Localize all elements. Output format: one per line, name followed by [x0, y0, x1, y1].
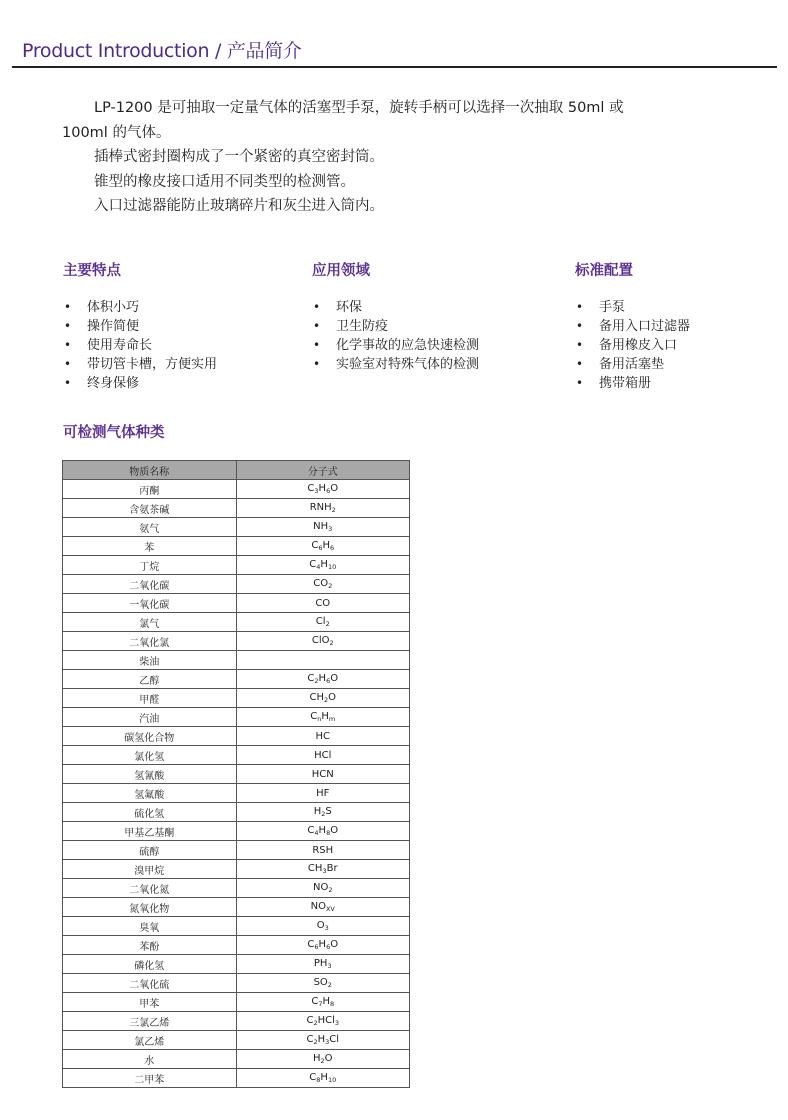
- table-header-row: [63, 461, 410, 480]
- features-list: [64, 298, 217, 393]
- substance-name-cell: 水: [63, 1050, 237, 1069]
- table-row: [63, 727, 410, 746]
- page-title: Product Introduction / 产品简介: [22, 40, 302, 62]
- formula-cell: RSH: [236, 841, 410, 860]
- gas-table: [62, 460, 410, 1088]
- table-row: [63, 632, 410, 651]
- column-header-name: 物质名称: [63, 461, 237, 480]
- formula-cell: $C_7H_8$: [236, 993, 410, 1012]
- table-row: [63, 670, 410, 689]
- table-row: [63, 708, 410, 727]
- formula-cell: HCN: [236, 765, 410, 784]
- table-row: [63, 689, 410, 708]
- substance-name-cell: 柴油: [63, 651, 237, 670]
- formula-cell: HC: [236, 727, 410, 746]
- formula-cell: $H_2S$: [236, 803, 410, 822]
- table-row: [63, 1012, 410, 1031]
- substance-name-cell: 溴甲烷: [63, 860, 237, 879]
- table-row: [63, 822, 410, 841]
- substance-name-cell: 一氧化碳: [63, 594, 237, 613]
- substance-name-cell: 丙酮: [63, 480, 237, 499]
- table-row: [63, 537, 410, 556]
- table-row: [63, 575, 410, 594]
- list-item: • 带切管卡槽，方便实用: [64, 355, 217, 374]
- table-row: [63, 955, 410, 974]
- intro-paragraph: 入口过滤器能防止玻璃碎片和灰尘进入筒内。: [94, 198, 384, 214]
- formula-cell: $NH_3$: [236, 518, 410, 537]
- substance-name-cell: 硫醇: [63, 841, 237, 860]
- table-row: [63, 898, 410, 917]
- table-row: [63, 993, 410, 1012]
- substance-name-cell: 磷化氢: [63, 955, 237, 974]
- table-row: [63, 1031, 410, 1050]
- substance-name-cell: 二甲苯: [63, 1069, 237, 1088]
- substance-name-cell: 二氧化碳: [63, 575, 237, 594]
- table-row: [63, 974, 410, 993]
- intro-paragraph: 100ml 的气体。: [62, 124, 171, 141]
- title-divider: [12, 66, 777, 68]
- table-row: [63, 613, 410, 632]
- substance-name-cell: 硫化氢: [63, 803, 237, 822]
- substance-name-cell: 含氨茶碱: [63, 499, 237, 518]
- formula-cell: $C_2HCl_3$: [236, 1012, 410, 1031]
- substance-name-cell: 二氧化氯: [63, 632, 237, 651]
- substance-name-cell: 二氧化硫: [63, 974, 237, 993]
- table-row: [63, 936, 410, 955]
- formula-cell: $C_4H_8O$: [236, 822, 410, 841]
- list-item: • 体积小巧: [64, 298, 217, 317]
- formula-cell: $NO_2$: [236, 879, 410, 898]
- formula-cell: HCl: [236, 746, 410, 765]
- table-row: [63, 746, 410, 765]
- formula-cell: HF: [236, 784, 410, 803]
- table-row: [63, 651, 410, 670]
- substance-name-cell: 丁烷: [63, 556, 237, 575]
- formula-cell: ClO$_2$: [236, 632, 410, 651]
- table-row: [63, 860, 410, 879]
- substance-name-cell: 氨气: [63, 518, 237, 537]
- table-row: [63, 765, 410, 784]
- applications-list: [313, 298, 479, 374]
- list-item: • 环保: [313, 298, 479, 317]
- gas-types-heading: 可检测气体种类: [63, 425, 165, 441]
- substance-name-cell: 氯化氢: [63, 746, 237, 765]
- list-item: • 化学事故的应急快速检测: [313, 336, 479, 355]
- intro-text: [62, 96, 712, 219]
- substance-name-cell: 氯乙烯: [63, 1031, 237, 1050]
- intro-paragraph: LP-1200 是可抽取一定量气体的活塞型手泵，旋转手柄可以选择一次抽取 50ml 或: [94, 100, 624, 116]
- table-row: [63, 594, 410, 613]
- substance-name-cell: 氢氰酸: [63, 765, 237, 784]
- substance-name-cell: 甲基乙基酮: [63, 822, 237, 841]
- table-row: [63, 879, 410, 898]
- formula-cell: $SO_2$: [236, 974, 410, 993]
- substance-name-cell: 苯酚: [63, 936, 237, 955]
- formula-cell: $Cl_2$: [236, 613, 410, 632]
- list-item: • 卫生防疫: [313, 317, 479, 336]
- table-row: [63, 1050, 410, 1069]
- formula-cell: $C_2H_3Cl$: [236, 1031, 410, 1050]
- table-row: [63, 803, 410, 822]
- list-item: • 实验室对特殊气体的检测: [313, 355, 479, 374]
- list-item: • 备用活塞垫: [576, 355, 690, 374]
- table-row: [63, 841, 410, 860]
- table-row: [63, 518, 410, 537]
- substance-name-cell: 甲苯: [63, 993, 237, 1012]
- table-row: [63, 480, 410, 499]
- standard-config-heading: 标准配置: [575, 263, 633, 279]
- intro-paragraph: 插棒式密封圈构成了一个紧密的真空密封筒。: [94, 149, 384, 165]
- list-item: • 终身保修: [64, 374, 217, 393]
- standard-config-list: [576, 298, 690, 393]
- features-heading: 主要特点: [63, 263, 121, 279]
- formula-cell: $C_3H_6O$: [236, 480, 410, 499]
- table-row: [63, 1069, 410, 1088]
- formula-cell: $CH_2O$: [236, 689, 410, 708]
- list-item: • 携带箱册: [576, 374, 690, 393]
- formula-cell: $C_6H_6$: [236, 537, 410, 556]
- formula-cell: $PH_3$: [236, 955, 410, 974]
- substance-name-cell: 乙醇: [63, 670, 237, 689]
- list-item: • 使用寿命长: [64, 336, 217, 355]
- formula-cell: $RNH_2$: [236, 499, 410, 518]
- formula-cell: $H_2O$: [236, 1050, 410, 1069]
- intro-paragraph: 锥型的橡皮接口适用不同类型的检测管。: [94, 173, 355, 190]
- applications-heading: 应用领域: [312, 263, 370, 279]
- substance-name-cell: 汽油: [63, 708, 237, 727]
- list-item: • 手泵: [576, 298, 690, 317]
- formula-cell: [236, 651, 410, 670]
- formula-cell: $O_3$: [236, 917, 410, 936]
- substance-name-cell: 甲醛: [63, 689, 237, 708]
- table-row: [63, 784, 410, 803]
- formula-cell: $C_4H_{10}$: [236, 556, 410, 575]
- substance-name-cell: 氯气: [63, 613, 237, 632]
- table-row: [63, 917, 410, 936]
- formula-cell: $CH_3Br$: [236, 860, 410, 879]
- substance-name-cell: 苯: [63, 537, 237, 556]
- formula-cell: $C_6H_6O$: [236, 936, 410, 955]
- list-item: • 备用橡皮入口: [576, 336, 690, 355]
- substance-name-cell: 二氧化氮: [63, 879, 237, 898]
- gas-table-body: [63, 480, 410, 1088]
- formula-cell: $C_2H_6O$: [236, 670, 410, 689]
- table-row: [63, 556, 410, 575]
- list-item: • 备用入口过滤器: [576, 317, 690, 336]
- list-item: • 操作简便: [64, 317, 217, 336]
- substance-name-cell: 三氯乙烯: [63, 1012, 237, 1031]
- formula-cell: $C_8H_{10}$: [236, 1069, 410, 1088]
- formula-cell: CO: [236, 594, 410, 613]
- formula-cell: $NO_{XV}$: [236, 898, 410, 917]
- table-row: [63, 499, 410, 518]
- substance-name-cell: 碳氢化合物: [63, 727, 237, 746]
- formula-cell: $CO_2$: [236, 575, 410, 594]
- formula-cell: $C_nH_m$: [236, 708, 410, 727]
- substance-name-cell: 氢氟酸: [63, 784, 237, 803]
- substance-name-cell: 臭氧: [63, 917, 237, 936]
- substance-name-cell: 氮氧化物: [63, 898, 237, 917]
- column-header-formula: 分子式: [236, 461, 410, 480]
